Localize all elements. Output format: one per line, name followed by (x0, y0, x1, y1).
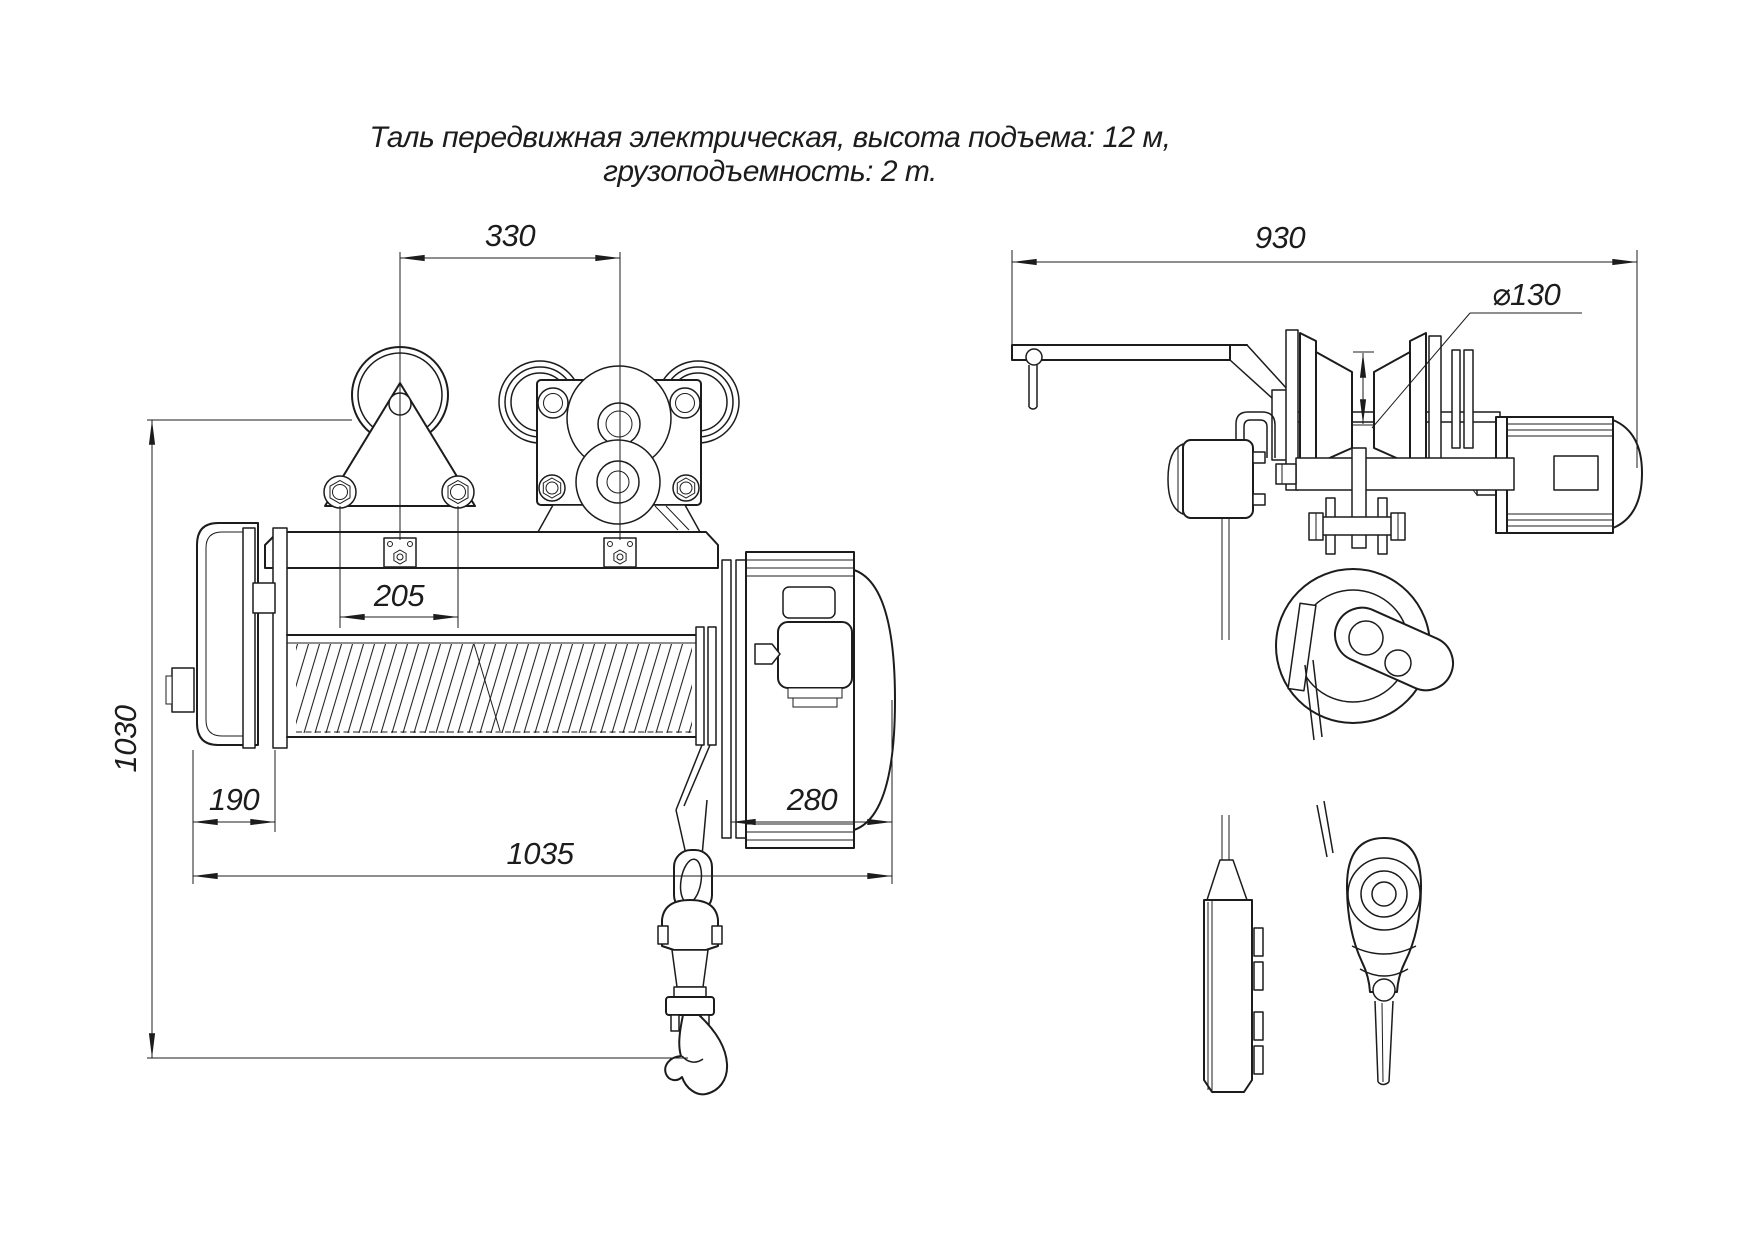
pendant-button (1254, 1012, 1263, 1040)
mounting-lug-right (604, 538, 636, 567)
dim-1035-label: 1035 (506, 836, 574, 871)
mounting-lug-left (384, 538, 416, 567)
dim-205-label: 205 (373, 578, 425, 613)
dim-280-label: 280 (786, 782, 838, 817)
pendant-cable (1222, 518, 1229, 860)
arm-pin-hole (1026, 349, 1042, 365)
pendant-button (1254, 1046, 1263, 1074)
pendant-control (1204, 860, 1263, 1092)
dim-930-label: 930 (1254, 220, 1306, 255)
rope-guide-pulley (1276, 569, 1462, 723)
body-top-band (265, 532, 718, 568)
hook-block-side (1347, 838, 1421, 1085)
travel-motor (1452, 350, 1642, 533)
dim-130-label: ⌀130 (1491, 277, 1561, 312)
hook-block (658, 745, 727, 1094)
dim-1030-label: 1030 (108, 705, 143, 773)
side-view (1012, 220, 1642, 1092)
drawing-title (370, 121, 1171, 188)
pendant-button (1254, 962, 1263, 990)
title-line-2: грузоподъемность: 2 т. (603, 155, 937, 188)
electrical-box (1168, 412, 1275, 518)
rope-drum (287, 627, 716, 745)
dim-330-label: 330 (484, 218, 536, 253)
front-view (108, 218, 895, 1094)
pendant-button (1254, 928, 1263, 956)
trolley (499, 361, 739, 532)
motor-terminal-box (783, 587, 835, 618)
title-line-1: Таль передвижная электрическая, высота подъема: 12 м, (369, 121, 1171, 154)
dim-190-label: 190 (208, 782, 260, 817)
